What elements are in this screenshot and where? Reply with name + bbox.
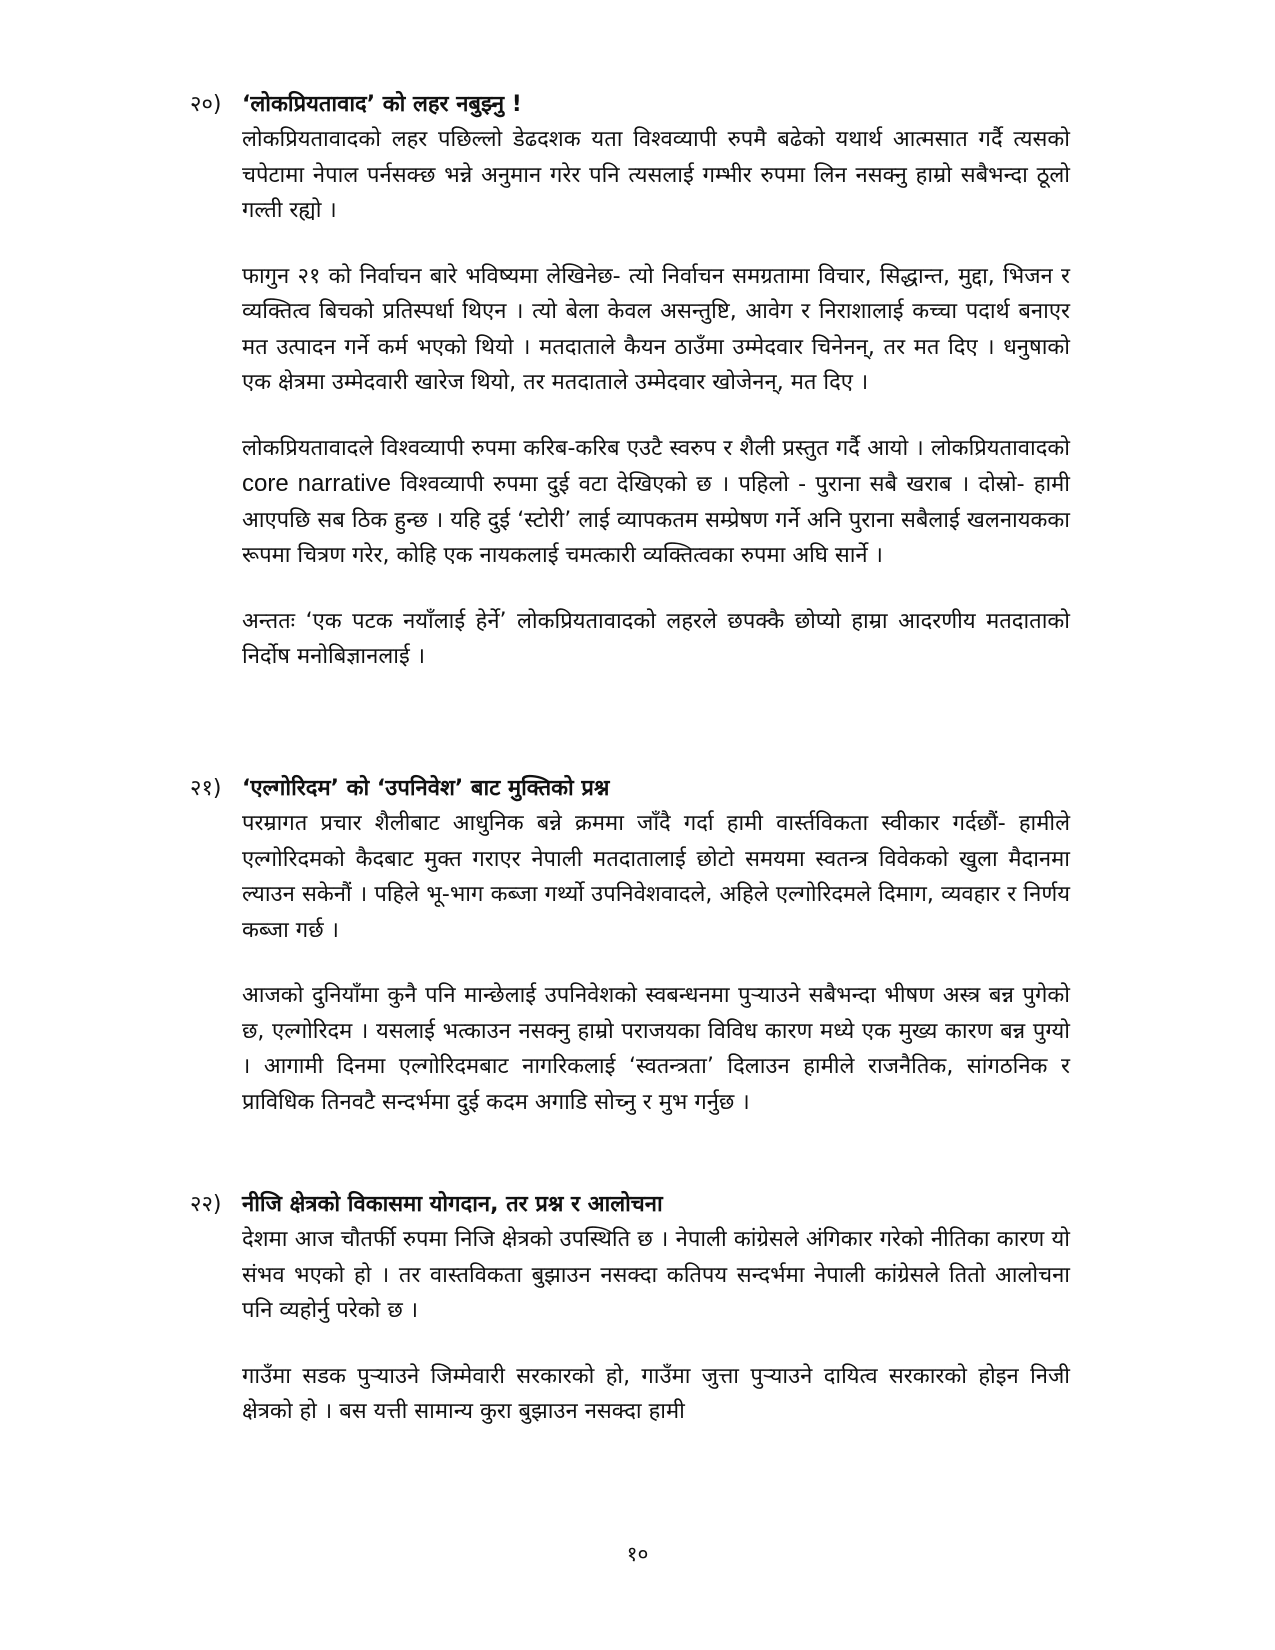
section-title: नीजि क्षेत्रको विकासमा योगदान, तर प्रश्न र आलोचना <box>242 1192 663 1217</box>
section-title: ‘लोकप्रियतावाद’ को लहर नबुझ्नु ! <box>242 92 522 117</box>
paragraph: परम्रागत प्रचार शैलीबाट आधुनिक बन्ने क्रममा जाँदै गर्दा हामी वार्स्तविकता स्वीकार गर्दछौं- हामीले एल्गोरिदमको कैदबाट मुक्त गराएर नेपाली मतदातालाई छोटो समयमा स्वतन्त्र विवेकको खुला मैदानमा ल्याउन सकेनौं । पहिले भू-भाग कब्जा गर्थ्यो उपनिवेशवादले, अहिले एल्गोरिदमले दिमाग, व्यवहार र निर्णय कब्जा गर्छ । <box>242 811 1070 943</box>
page-number: १० <box>626 1542 649 1566</box>
paragraph: आजको दुनियाँमा कुनै पनि मान्छेलाई उपनिवेशको स्वबन्धनमा पुर्‍याउने सबैभन्दा भीषण अस्त्र बन्न पुगेको छ, एल्गोरिदम । यसलाई भत्काउन नसक्नु हाम्रो पराजयका विविध कारण मध्ये एक मुख्य कारण बन्न पुग्यो । आगामी दिनमा एल्गोरिदमबाट नागरिकलाई ‘स्वतन्त्रता’ दिलाउन हामीले राजनैतिक, सांगठनिक र प्राविधिक तिनवटै सन्दर्भमा दुई कदम अगाडि सोच्नु र मुभ गर्नुछ । <box>242 983 1070 1115</box>
section-21 <box>190 772 1070 1120</box>
section-heading <box>190 772 1070 806</box>
paragraph: गाउँमा सडक पुर्‍याउने जिम्मेवारी सरकारको हो, गाउँमा जुत्ता पुर्‍याउने दायित्व सरकारको होइन निजी क्षेत्रको हो । बस यत्ती सामान्य कुरा बुझाउन नसक्दा हामी <box>242 1363 1070 1424</box>
paragraph: फागुन २१ को निर्वाचन बारे भविष्यमा लेखिनेछ- त्यो निर्वाचन समग्रतामा विचार, सिद्धान्त, मुद्दा, भिजन र व्यक्तित्व बिचको प्रतिस्पर्धा थिएन । त्यो बेला केवल असन्तुष्टि, आवेग र निराशालाई कच्चा पदार्थ बनाएर मत उत्पादन गर्ने कर्म भएको थियो । मतदाताले कैयन ठाउँमा उम्मेदवार चिनेनन्, तर मत दिए । धनुषाको एक क्षेत्रमा उम्मेदवारी खारेज थियो, तर मतदाताले उम्मेदवार खोजेनन्, मत दिए । <box>242 263 1070 395</box>
paragraph: अन्ततः ‘एक पटक नयाँलाई हेर्ने’ लोकप्रियतावादको लहरले छपक्कै छोप्यो हाम्रा आदरणीय मतदाताको निर्दोष मनोबिज्ञानलाई । <box>242 608 1070 669</box>
section-20 <box>190 88 1070 675</box>
paragraph: देशमा आज चौतर्फी रुपमा निजि क्षेत्रको उपस्थिति छ । नेपाली कांग्रेसले अंगिकार गरेको नीतिका कारण यो संभव भएको हो । तर वास्तविकता बुझाउन नसक्दा कतिपय सन्दर्भमा नेपाली कांग्रेसले तितो आलोचना पनि व्यहोर्नु परेको छ । <box>242 1227 1070 1323</box>
paragraph: लोकप्रियतावादको लहर पछिल्लो डेढदशक यता विश्वव्यापी रुपमै बढेको यथार्थ आत्मसात गर्दै त्यसको चपेटामा नेपाल पर्नसक्छ भन्ने अनुमान गरेर पनि त्यसलाई गम्भीर रुपमा लिन नसक्नु हाम्रो सबैभन्दा ठूलो गल्ती रह्यो । <box>242 127 1070 223</box>
english-phrase: core narrative <box>242 470 391 497</box>
section-number: २०) <box>190 92 222 117</box>
section-number: २१) <box>190 776 222 801</box>
section-22 <box>190 1188 1070 1430</box>
section-heading <box>190 1188 1070 1222</box>
section-heading <box>190 88 1070 122</box>
section-number: २२) <box>190 1192 222 1217</box>
section-title: ‘एल्गोरिदम’ को ‘उपनिवेश’ बाट मुक्तिको प्रश्न <box>242 776 610 801</box>
paragraph-text: लोकप्रियतावादले विश्वव्यापी रुपमा करिब-करिब एउटै स्वरुप र शैली प्रस्तुत गर्दै आयो । लोकप्रियतावादको <box>242 435 1070 461</box>
paragraph-text: विश्वव्यापी रुपमा दुई वटा देखिएको छ । पहिलो - पुराना सबै खराब । दोस्रो- हामी आएपछि सब ठिक हुन्छ । यहि दुई ‘स्टोरी’ लाई व्यापकतम सम्प्रेषण गर्ने अनि पुराना सबैलाई खलनायकका रूपमा चित्रण गरेर, कोहि एक नायकलाई चमत्कारी व्यक्तित्वका रुपमा अघि सार्ने । <box>242 472 1070 568</box>
paragraph <box>242 431 1070 574</box>
